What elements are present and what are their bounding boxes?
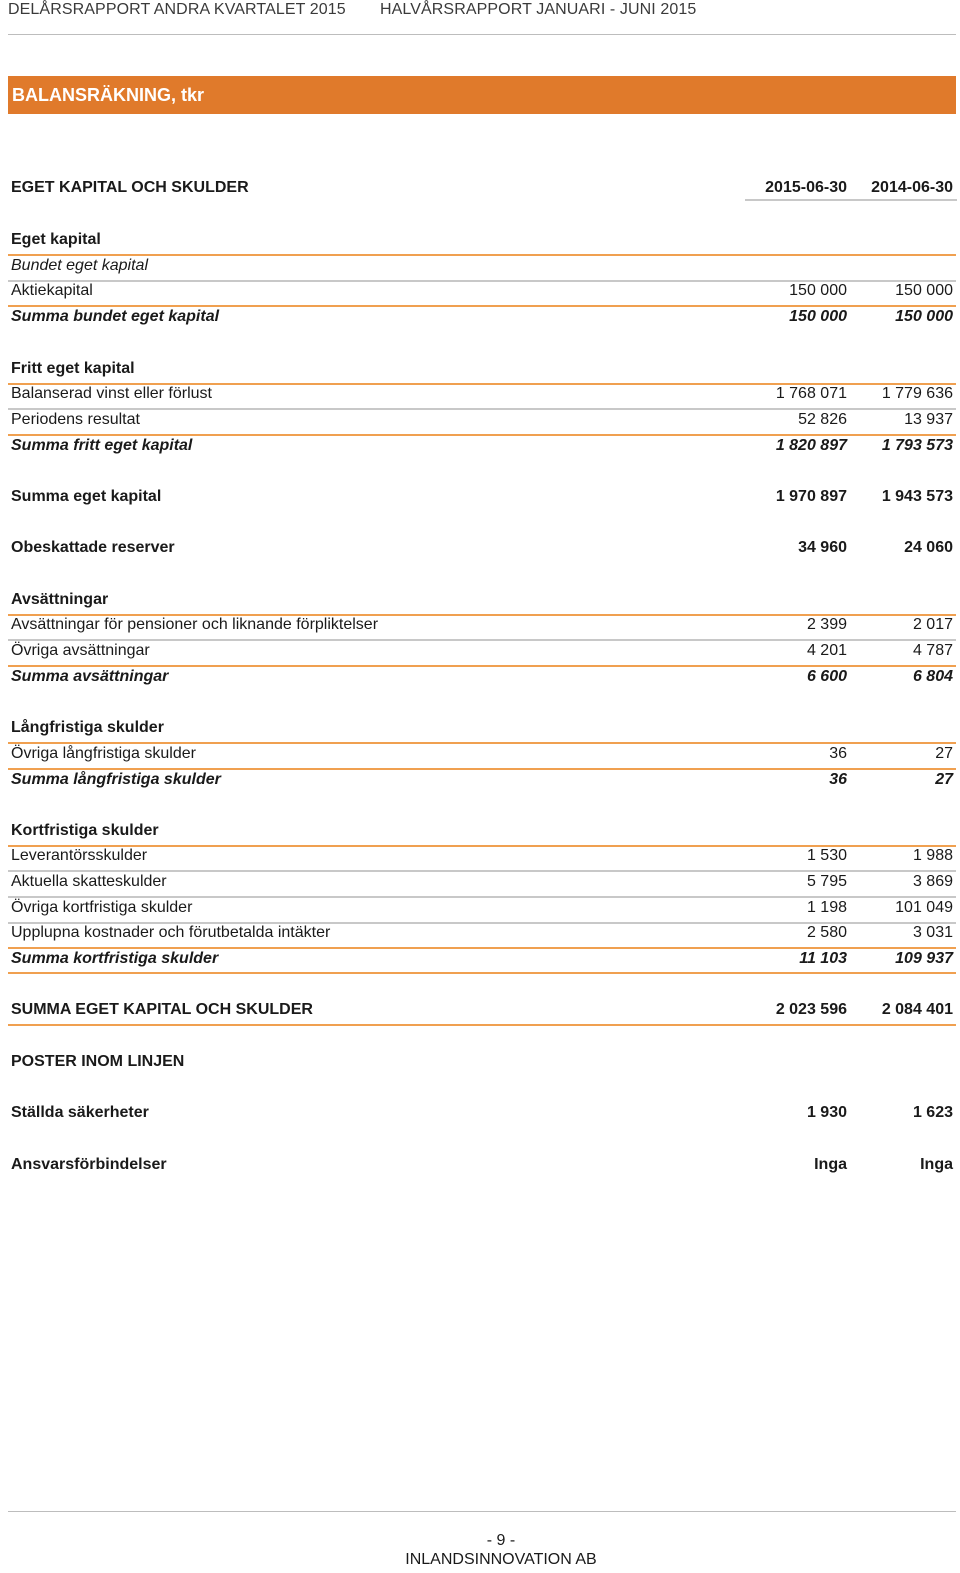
row-value-2014: 150 000 [895, 308, 953, 325]
row-value-2015: 2 399 [806, 616, 847, 633]
group-heading-fritt [8, 357, 956, 385]
subgroup-heading-bundet [8, 254, 956, 282]
page-number: - 9 - [486, 1532, 516, 1549]
row-label: Eget kapital [11, 231, 101, 248]
row-value-2015: 1 198 [806, 899, 847, 916]
row-label: Periodens resultat [11, 411, 140, 428]
row-label: Summa fritt eget kapital [11, 437, 193, 454]
row-value-2014: 1 793 573 [881, 437, 953, 454]
section-title-bar [8, 76, 956, 114]
row-value-2014: 1 943 573 [881, 488, 953, 505]
subtotal-row [8, 434, 956, 460]
table-row [8, 408, 956, 436]
subtotal-row [8, 947, 956, 974]
row-label: Bundet eget kapital [11, 257, 148, 274]
row-label: Kortfristiga skulder [11, 822, 159, 839]
row-value-2014: 150 000 [895, 282, 953, 299]
row-label: Övriga långfristiga skulder [11, 745, 196, 762]
row-value-2014: Inga [920, 1156, 953, 1173]
row-label: Upplupna kostnader och förutbetalda intäkter [11, 924, 331, 941]
row-value-2014: 24 060 [904, 539, 953, 556]
row-value-2014: 27 [935, 745, 953, 762]
section-title: BALANSRÄKNING, tkr [12, 85, 205, 105]
row-value-2015: 2 580 [806, 924, 847, 941]
row-value-2015: 2 023 596 [775, 1001, 847, 1018]
row-value-2015: 1 768 071 [775, 385, 847, 402]
table-header-label: EGET KAPITAL OCH SKULDER [11, 179, 249, 196]
table-row [8, 382, 956, 410]
group-heading-langfristiga [8, 716, 956, 744]
grand-total-row [8, 998, 956, 1026]
row-value-2015: 1 530 [806, 847, 847, 864]
row-label: Långfristiga skulder [11, 719, 164, 736]
row-label: Summa långfristiga skulder [11, 771, 221, 788]
header-report-title: DELÅRSRAPPORT ANDRA KVARTALET 2015 [8, 1, 346, 18]
row-value-2014: 2 084 401 [881, 1001, 953, 1018]
row-value-2014: 4 787 [912, 642, 953, 659]
total-row [8, 536, 956, 562]
row-value-2015: 6 600 [806, 668, 847, 685]
row-value-2015: Inga [814, 1156, 847, 1173]
row-value-2015: 52 826 [798, 411, 847, 428]
table-row [8, 844, 956, 872]
subtotal-row [8, 305, 956, 331]
table-row [8, 896, 956, 924]
row-value-2015: 34 960 [798, 539, 847, 556]
row-label: Aktuella skatteskulder [11, 873, 167, 890]
row-label: Övriga kortfristiga skulder [11, 899, 193, 916]
group-heading-kortfristiga [8, 819, 956, 847]
table-row [8, 1153, 956, 1179]
table-row [8, 1101, 956, 1127]
row-value-2015: 5 795 [806, 873, 847, 890]
table-row [8, 921, 956, 949]
column-header-underline [745, 199, 957, 201]
header-report-subtitle: HALVÅRSRAPPORT JANUARI - JUNI 2015 [380, 1, 697, 18]
row-label: Avsättningar för pensioner och liknande förpliktelser [11, 616, 379, 633]
row-value-2014: 2 017 [912, 616, 953, 633]
row-value-2014: 13 937 [904, 411, 953, 428]
row-value-2014: 6 804 [912, 668, 953, 685]
row-label: SUMMA EGET KAPITAL OCH SKULDER [11, 1001, 313, 1018]
column-header-2014: 2014-06-30 [871, 179, 953, 196]
row-value-2014: 27 [935, 771, 953, 788]
row-label: Summa kortfristiga skulder [11, 950, 219, 967]
row-value-2015: 150 000 [789, 308, 847, 325]
row-value-2015: 1 820 897 [775, 437, 847, 454]
row-label: Leverantörsskulder [11, 847, 148, 864]
row-value-2015: 36 [829, 771, 847, 788]
group-heading-eget-kapital [8, 228, 956, 256]
section-heading-poster [8, 1050, 956, 1076]
row-value-2015: 150 000 [789, 282, 847, 299]
row-value-2014: 1 779 636 [881, 385, 953, 402]
row-label: Fritt eget kapital [11, 360, 135, 377]
table-row [8, 279, 956, 307]
row-label: Balanserad vinst eller förlust [11, 385, 212, 402]
row-label: Summa eget kapital [11, 488, 162, 505]
row-label: Summa bundet eget kapital [11, 308, 220, 325]
total-row [8, 485, 956, 511]
subtotal-row [8, 768, 956, 794]
row-value-2015: 11 103 [799, 950, 847, 967]
row-label: Summa avsättningar [11, 668, 169, 685]
row-label: Obeskattade reserver [11, 539, 175, 556]
row-value-2015: 1 930 [806, 1104, 847, 1121]
footer-divider [8, 1511, 956, 1512]
row-value-2014: 101 049 [895, 899, 953, 916]
row-label: Aktiekapital [11, 282, 93, 299]
table-row [8, 870, 956, 898]
table-row [8, 613, 956, 641]
row-label: Övriga avsättningar [11, 642, 150, 659]
company-name: INLANDSINNOVATION AB [405, 1551, 597, 1568]
row-value-2014: 1 988 [912, 847, 953, 864]
row-value-2015: 4 201 [806, 642, 847, 659]
group-heading-avsattningar [8, 588, 956, 616]
row-value-2014: 3 031 [912, 924, 953, 941]
row-value-2014: 1 623 [912, 1104, 953, 1121]
row-label: Ställda säkerheter [11, 1104, 149, 1121]
page-header [8, 0, 956, 35]
row-value-2015: 36 [829, 745, 847, 762]
row-value-2014: 109 937 [895, 950, 953, 967]
row-value-2015: 1 970 897 [775, 488, 847, 505]
row-value-2014: 3 869 [912, 873, 953, 890]
subtotal-row [8, 665, 956, 691]
row-label: POSTER INOM LINJEN [11, 1053, 185, 1070]
row-label: Ansvarsförbindelser [11, 1156, 167, 1173]
column-header-2015: 2015-06-30 [765, 179, 847, 196]
table-row [8, 639, 956, 667]
row-label: Avsättningar [11, 591, 109, 608]
table-row [8, 742, 956, 770]
